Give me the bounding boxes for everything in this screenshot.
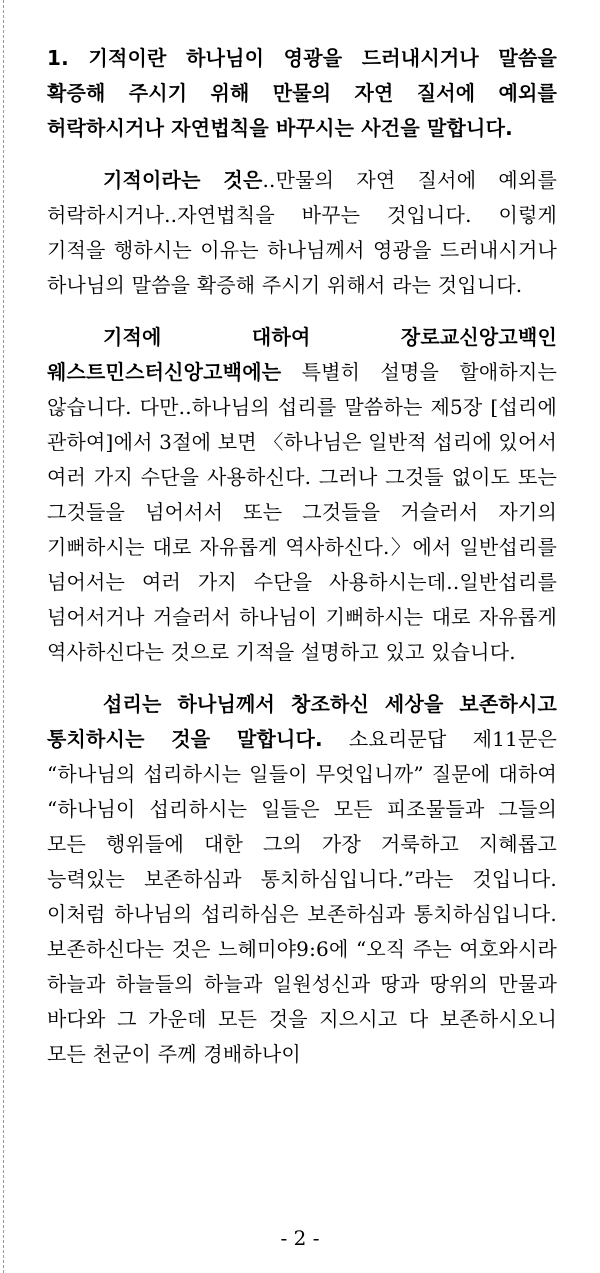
paragraph-miracle-definition	[47, 163, 557, 303]
paragraph-bold-lead: 섭리는 하나님께서 창조하신 세상을 보존하시고 통치하시는 것을 말합니다.	[47, 692, 557, 751]
document-page	[47, 41, 557, 1072]
paragraph-text: 소요리문답 제11문은 “하나님의 섭리하시는 일들이 무엇입니까” 질문에 대하여 “하나님이 섭리하시는 일들은 모든 피조물들과 그들의 모든 행위들에 대한 그의 가장 거룩하고 지혜롭고 능력있는 보존하심과 통치하심입니다.”라는 것입니다. 이처럼 하나님의 섭리하심은 보존하심과 통치하심입니다. 보존하신다는 것은 느헤미야9:6에 “오직 주는 여호와시라 하늘과 하늘들의 하늘과 일원성신과 땅과 땅위의 만물과 바다와 그 가운데 모든 것을 지으시고 다 보존하시오니 모든 천군이 주께 경배하나이	[47, 727, 557, 1066]
section-heading: 1. 기적이란 하나님이 영광을 드러내시거나 말씀을 확증해 주시기 위해 만물의 자연 질서에 예외를 허락하시거나 자연법칙을 바꾸시는 사건을 말합니다.	[47, 46, 557, 140]
paragraph-westminster-confession	[47, 320, 557, 670]
paragraph-text: ..만물의 자연 질서에 예외를 허락하시거나..자연법칙을 바꾸는 것입니다. 이렇게 기적을 행하시는 이유는 하나님께서 영광을 드러내시거나 하나님의 말씀을 확증해 주시기 위해서 라는 것입니다.	[47, 168, 557, 297]
paragraph-bold-lead: 기적이라는 것은	[103, 168, 263, 192]
page-border	[3, 0, 4, 1273]
paragraph-providence	[47, 687, 557, 1072]
paragraph-text: 특별히 설명을 할애하지는 않습니다. 다만..하나님의 섭리를 말씀하는 제5장 [섭리에 관하여]에서 3절에 보면 〈하나님은 일반적 섭리에 있어서 여러 가지 수단을 사용하신다. 그러나 그것들 없이도 또는 그것들을 넘어서서 또는 그것들을 거슬러서 자기의 기뻐하시는 대로 자유롭게 역사하신다.〉에서 일반섭리를 넘어서는 여러 가지 수단을 사용하시는데..일반섭리를 넘어서거나 거슬러서 하나님이 기뻐하시는 대로 자유롭게 역사하신다는 것으로 기적을 설명하고 있고 있습니다.	[47, 360, 557, 664]
paragraph-bold-lead: 기적에 대하여 장로교신앙고백인 웨스트민스터신앙고백에는	[47, 325, 557, 384]
page-number: - 2 -	[280, 1226, 320, 1250]
